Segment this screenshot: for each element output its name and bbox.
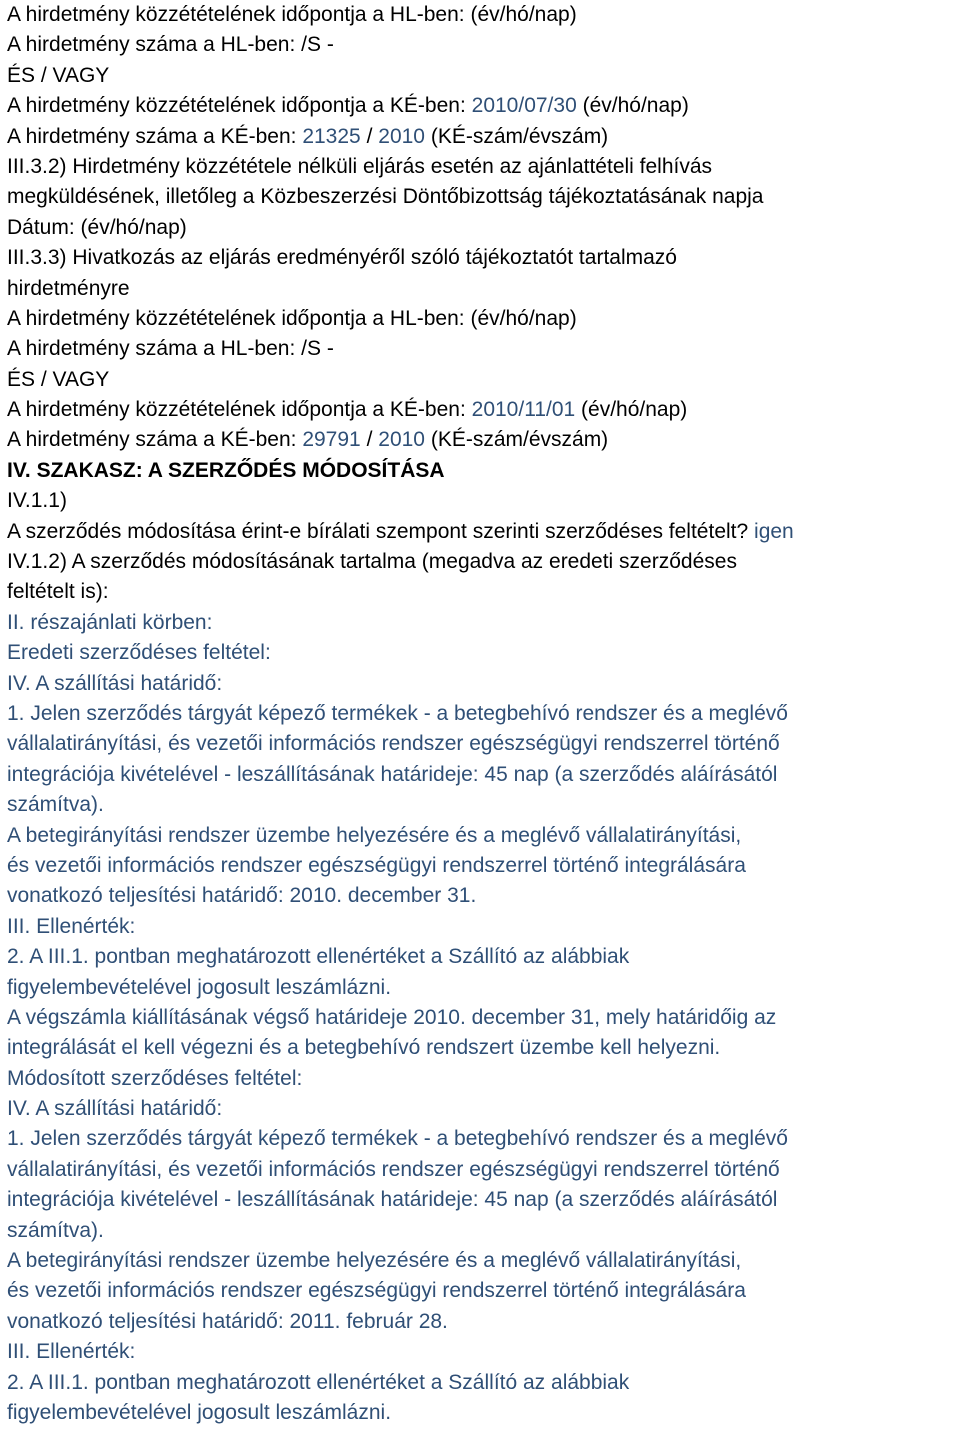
ke-number-label: A hirdetmény száma a KÉ-ben:: [7, 124, 297, 148]
hl-date-label: A hirdetmény közzétételének időpontja a HL-ben:: [7, 306, 465, 330]
content-line: számítva).: [7, 1218, 104, 1242]
content-line: III. Ellenérték:: [7, 914, 136, 938]
content-line: 1. Jelen szerződés tárgyát képező termékek - a betegbehívó rendszer és a meglévő: [7, 1127, 788, 1151]
content-line: IV. A szállítási határidő:: [7, 671, 223, 695]
content-line: figyelembevételével jogosult leszámlázni.: [7, 975, 392, 999]
hl-date-unit: (év/hó/nap): [470, 3, 577, 26]
content-line: vonatkozó teljesítési határidő: 2011. február 28.: [7, 1309, 448, 1333]
date-line: [7, 213, 960, 243]
ke-date-unit: (év/hó/nap): [581, 398, 688, 422]
content-line: II. részajánlati körben:: [7, 610, 213, 634]
ke-number-unit: (KÉ-szám/évszám): [430, 124, 609, 148]
ke-number-year: 2010: [378, 124, 425, 148]
section-iv-heading: IV. SZAKASZ: A SZERZŐDÉS MÓDOSÍTÁSA: [7, 458, 445, 482]
content-line: és vezetői információs rendszer egészségügyi rendszerrel történő integrálására: [7, 1279, 746, 1303]
content-line: IV. A szállítási határidő:: [7, 1097, 223, 1121]
section-iv-1-2-line-1: IV.1.2) A szerződés módosításának tartalma (megadva az eredeti szerződéses: [7, 550, 737, 574]
hl-publication-date-line: [7, 304, 960, 334]
modification-question-line: [7, 517, 960, 547]
section-iv-1-2-line-2: feltételt is):: [7, 580, 109, 604]
ke-number-separator: /: [366, 124, 373, 148]
ke-number-label: A hirdetmény száma a KÉ-ben:: [7, 428, 297, 452]
modification-answer: igen: [754, 519, 794, 543]
hl-date-unit: (év/hó/nap): [470, 306, 577, 330]
date-unit: (év/hó/nap): [80, 215, 187, 239]
content-line: vonatkozó teljesítési határidő: 2010. december 31.: [7, 884, 477, 908]
hl-number-line: [7, 334, 960, 364]
content-line: számítva).: [7, 793, 104, 817]
section-iii-3-2-line-1: III.3.2) Hirdetmény közzététele nélküli eljárás esetén az ajánlattételi felhívás: [7, 154, 713, 178]
content-line: vállalatirányítási, és vezetői információs rendszer egészségügyi rendszerrel történő: [7, 1157, 780, 1181]
ke-number-separator: /: [366, 428, 373, 452]
ke-date-unit: (év/hó/nap): [582, 94, 689, 118]
ke-number-value: 21325: [302, 124, 361, 148]
content-line: Módosított szerződéses feltétel:: [7, 1066, 303, 1090]
modification-content: [7, 608, 960, 1429]
content-line: III. Ellenérték:: [7, 1340, 136, 1364]
ke-number-unit: (KÉ-szám/évszám): [430, 428, 609, 452]
date-label: Dátum:: [7, 215, 75, 239]
ke-number-value: 29791: [302, 428, 361, 452]
ke-publication-date-line: [7, 91, 960, 121]
content-line: integrációja kivételével - leszállításának határideje: 45 nap (a szerződés aláírásától: [7, 1188, 778, 1212]
ke-number-line: [7, 425, 960, 455]
hl-number-line: [7, 30, 960, 60]
content-line: integrálását el kell végezni és a betegbehívó rendszert üzembe kell helyezni.: [7, 1036, 721, 1060]
hl-date-label: A hirdetmény közzétételének időpontja a HL-ben:: [7, 3, 465, 26]
and-or-line: ÉS / VAGY: [7, 367, 110, 391]
and-or-line: ÉS / VAGY: [7, 63, 110, 87]
ke-date-value: 2010/07/30: [471, 94, 577, 118]
hl-number-value: /S -: [301, 33, 334, 57]
content-line: és vezetői információs rendszer egészségügyi rendszerrel történő integrálására: [7, 853, 746, 877]
ke-date-label: A hirdetmény közzétételének időpontja a KÉ-ben:: [7, 398, 466, 422]
content-line: vállalatirányítási, és vezetői információs rendszer egészségügyi rendszerrel történő: [7, 732, 780, 756]
section-iv-1-1: IV.1.1): [7, 489, 67, 513]
section-iii-3-2-line-2: megküldésének, illetőleg a Közbeszerzési Döntőbizottság tájékoztatásának napja: [7, 185, 764, 209]
content-line: 2. A III.1. pontban meghatározott ellenértéket a Szállító az alábbiak: [7, 1370, 630, 1394]
hl-number-label: A hirdetmény száma a HL-ben:: [7, 33, 296, 57]
hl-number-value: /S -: [301, 337, 334, 361]
content-line: A betegirányítási rendszer üzembe helyezésére és a meglévő vállalatirányítási,: [7, 823, 742, 847]
content-line: integrációja kivételével - leszállításának határideje: 45 nap (a szerződés aláírásától: [7, 762, 778, 786]
ke-date-label: A hirdetmény közzétételének időpontja a KÉ-ben:: [7, 94, 466, 118]
content-line: 1. Jelen szerződés tárgyát képező termékek - a betegbehívó rendszer és a meglévő: [7, 701, 788, 725]
content-line: A végszámla kiállításának végső határideje 2010. december 31, mely határidőig az: [7, 1005, 777, 1029]
content-line: Eredeti szerződéses feltétel:: [7, 641, 271, 665]
content-line: A betegirányítási rendszer üzembe helyezésére és a meglévő vállalatirányítási,: [7, 1249, 742, 1273]
ke-publication-date-line: [7, 395, 960, 425]
hl-number-label: A hirdetmény száma a HL-ben:: [7, 337, 296, 361]
ke-number-year: 2010: [378, 428, 425, 452]
ke-date-value: 2010/11/01: [471, 398, 576, 422]
content-line: figyelembevételével jogosult leszámlázni.: [7, 1400, 392, 1424]
modification-question: A szerződés módosítása érint-e bírálati szempont szerinti szerződéses feltételt?: [7, 519, 749, 543]
ke-number-line: [7, 122, 960, 152]
section-iii-3-3-line-2: hirdetményre: [7, 276, 130, 300]
hl-publication-date-line: [7, 0, 960, 30]
section-iii-3-3-line-1: III.3.3) Hivatkozás az eljárás eredményéről szóló tájékoztatót tartalmazó: [7, 246, 677, 270]
content-line: 2. A III.1. pontban meghatározott ellenértéket a Szállító az alábbiak: [7, 945, 630, 969]
